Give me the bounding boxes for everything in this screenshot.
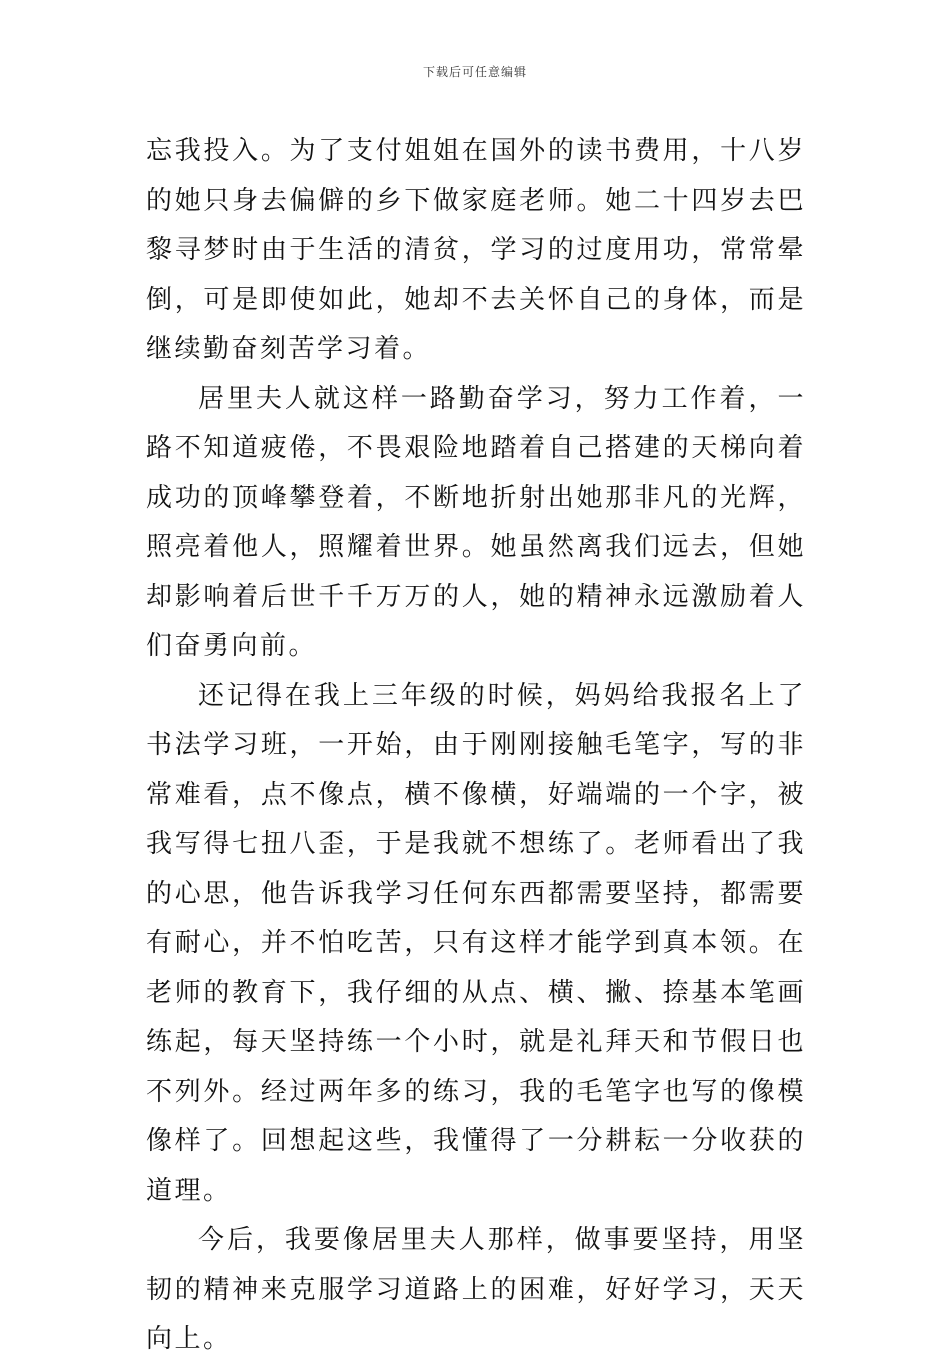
paragraph-3: 还记得在我上三年级的时候，妈妈给我报名上了书法学习班，一开始，由于刚刚接触毛笔字，写的非常难看，点不像点，横不像横，好端端的一个字，被我写得七扭八歪，于是我就不想练了。老师看出了我的心思，他告诉我学习任何东西都需要坚持，都需要有耐心，并不怕吃苦，只有这样才能学到真本领。在老师的教育下，我仔细的从点、横、撇、捺基本笔画练起，每天坚持练一个小时，就是礼拜天和节假日也不列外。经过两年多的练习，我的毛笔字也写的像模像样了。回想起这些，我懂得了一分耕耘一分收获的道理。 — [146, 680, 806, 1206]
paragraph-2: 居里夫人就这样一路勤奋学习，努力工作着，一路不知道疲倦，不畏艰险地踏着自己搭建的天梯向着成功的顶峰攀登着，不断地折射出她那非凡的光辉，照亮着他人，照耀着世界。她虽然离我们远去，但她却影响着后世千千万万的人，她的精神永远激励着人们奋勇向前。 — [146, 383, 806, 661]
page-header: 下载后可任意编辑 — [422, 65, 527, 79]
document-body — [146, 127, 806, 1365]
paragraph-1: 忘我投入。为了支付姐姐在国外的读书费用，十八岁的她只身去偏僻的乡下做家庭老师。她二十四岁去巴黎寻梦时由于生活的清贫，学习的过度用功，常常晕倒，可是即使如此，她却不去关怀自己的身体，而是继续勤奋刻苦学习着。 — [146, 136, 806, 364]
paragraph-4: 今后，我要像居里夫人那样，做事要坚持，用坚韧的精神来克服学习道路上的困难，好好学习，天天向上。 — [146, 1225, 806, 1354]
